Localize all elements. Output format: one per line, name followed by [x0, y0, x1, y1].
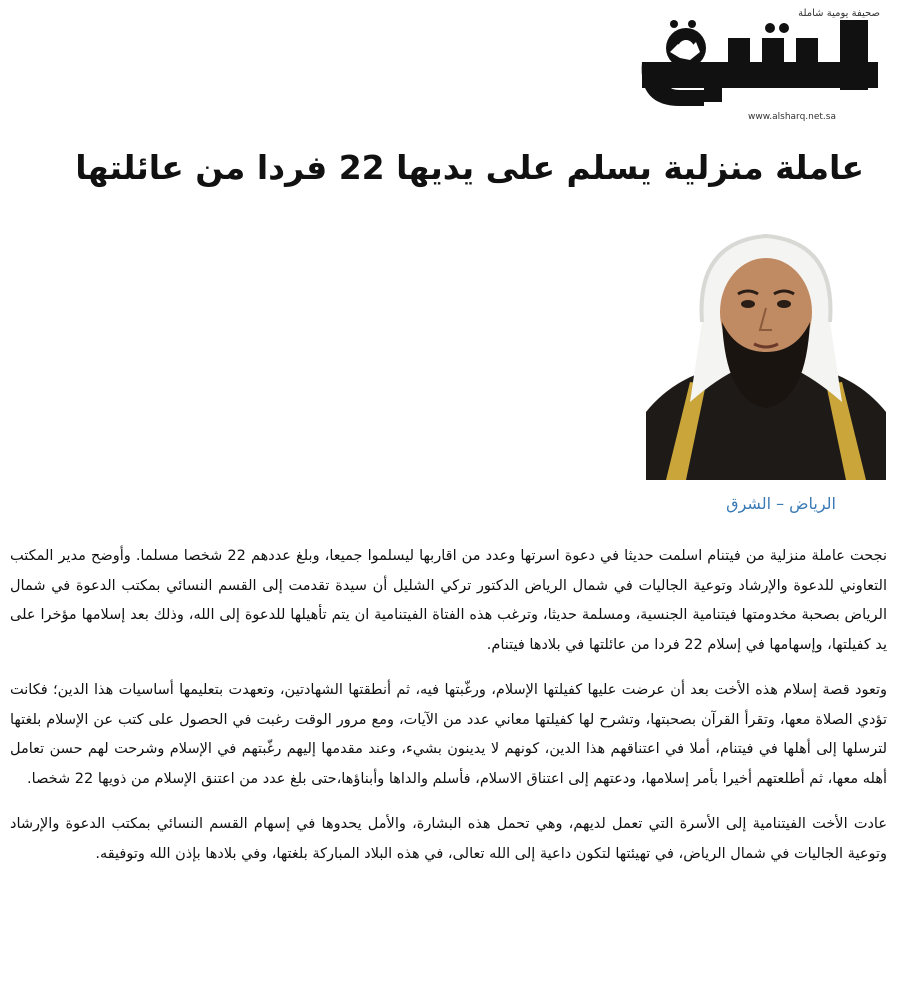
portrait-photo-icon: [646, 212, 886, 480]
article-paragraph: عادت الأخت الفيتنامية إلى الأسرة التي تعمل لديهم، وهي تحمل هذه البشارة، والأمل يحدوها في إسهام القسم النسائي بمكتب الدعوة والإرشاد وتوعية الجاليات في شمال الرياض، في تهيئتها لتكون داعية إلى الله تعالى، في هذه البلاد المباركة بلغتها، وفي بلادها بإذن الله وتوفيقه.: [10, 816, 887, 862]
newspaper-masthead: [630, 8, 890, 126]
article-headline: عاملة منزلية يسلم على يديها 22 فردا من عائلتها: [75, 148, 864, 187]
article-paragraph: وتعود قصة إسلام هذه الأخت بعد أن عرضت عليها كفيلتها الإسلام، ورغّبتها فيه، ثم أنطقتها الشهادتين، وتعهدت بتعليمها أساسيات هذا الدين؛ فكانت تؤدي الصلاة معها، وتقرأ القرآن بصحبتها، وتشرح لها كفيلتها معاني عدد من الآيات، ومع مرور الوقت رغبت في الحصول على كتب عن الإسلام بلغتها لترسلها إلى أهلها في فيتنام، أملا في اعتناقهم هذا الدين، كونهم لا يدينون بشيء، وعند مقدمها إليهم رغّبتهم في الإسلام وشرحت لهم حسن تعامل أهله معها، ثم أطلعتهم أخيرا بأمر إسلامها، ودعتهم إلى اعتناق الاسلام، فأسلم والداها وأبناؤها،حتى بلغ عدد من اعتنق الإسلام من ذويها 22 شخصا.: [10, 682, 887, 787]
article-paragraph: نجحت عاملة منزلية من فيتنام اسلمت حديثا في دعوة اسرتها وعدد من اقاربها ليسلموا جميعا، وبلغ عددهم 22 شخصا مسلما. وأوضح مدير المكتب التعاوني للدعوة والإرشاد وتوعية الجاليات في شمال الرياض الدكتور تركي الشليل أن سيدة تقدمت إلى القسم النسائي بمكتب الدعوة في شمال الرياض بصحبة مخدومتها فيتنامية الجنسية، ومسلمة حديثا، وترغب هذه الفتاة الفيتنامية ان يتم تأهيلها للدعوة إلى الله، وذلك بعد إسلامها مؤخرا على يد كفيلتها، وإسهامها في إسلام 22 فردا من عائلتها في بلادها فيتنام.: [10, 548, 888, 653]
masthead-website: www.alsharq.net.sa: [748, 112, 836, 122]
portrait-photo: [646, 212, 886, 480]
photo-caption: الرياض – الشرق: [726, 494, 836, 513]
alsharq-logo-icon: [634, 18, 884, 114]
article-body: [10, 542, 887, 885]
masthead-tagline: صحيفة يومية شاملة: [798, 8, 880, 19]
